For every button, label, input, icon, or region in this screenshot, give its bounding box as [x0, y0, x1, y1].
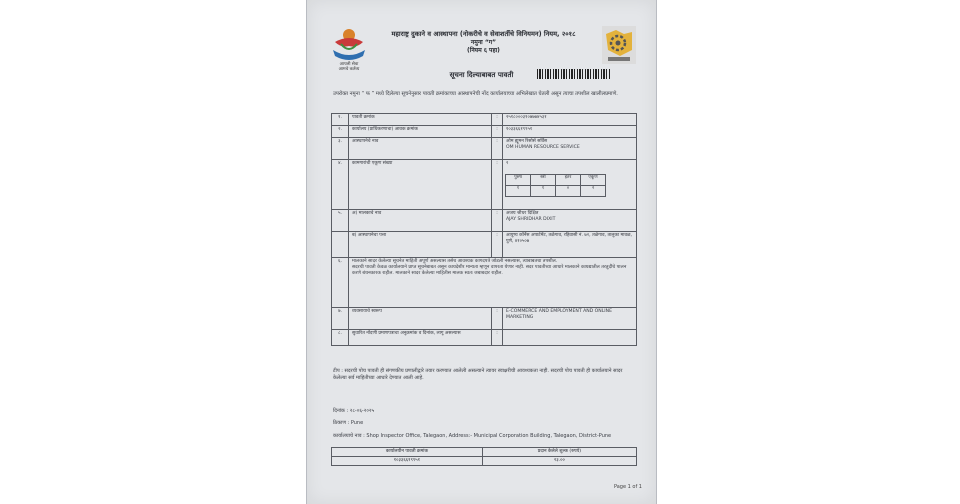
establishment-address: आयुष्य कॉर्नेस अपार्टमेंट, तळेगाव, रहिवासी नं. ७२, तळेगाव, तालुका मावळ, पुणे, ४१०५०७	[503, 232, 637, 258]
row-number: ४.	[332, 160, 349, 210]
table-row	[332, 258, 637, 308]
worker-count: २ पुरुष स्त्री इतर एकूण १ १ ० २	[503, 160, 637, 210]
row-number	[332, 232, 349, 258]
workers-female-header: स्त्री	[531, 175, 556, 186]
table-row: ३. आस्थापनेचे नाव : ओम ह्यूमन रिसोर्स सर्विस OM HUMAN RESOURCE SERVICE	[332, 138, 637, 160]
form-name: नमुना “ग”	[470, 39, 497, 46]
establishment-name: ओम ह्यूमन रिसोर्स सर्विस OM HUMAN RESOURCE SERVICE	[503, 138, 637, 160]
table-row: ४. कामगारांची एकूण संख्या : २ पुरुष स्त्री इतर एकूण १ १ ० २	[332, 160, 637, 210]
receipt-number: २५१८०००३१०७७७४५३१	[503, 114, 637, 126]
fee-receipt-number: १०३३६६१९९५१	[332, 457, 483, 466]
act-title: महाराष्ट्र दुकाने व आस्थापना (नोकरीचे व सेवाशर्तीचे विनियमन) नियम, २०१८	[391, 30, 576, 38]
row-label: ब) आस्थापनेचा पत्ता	[349, 232, 492, 258]
revised-certificate-number	[503, 330, 637, 346]
department-logo	[602, 26, 636, 64]
gear-map-icon	[602, 26, 636, 64]
business-nature: E-COMMERCE AND EMPLOYMENT AND ONLINE MARKETING	[503, 308, 637, 330]
fee-amount: २३.००	[482, 457, 636, 466]
footer-note: टीप : सदरची पोच पावती ही संगणकीय प्रणालीद्वारे तयार करण्यात आलेली असल्याने त्यावर स्वाक्षरीची आवश्यकता नाही. सदरची पोच पावती ही कार्यालयाने सादर केलेल्या सर्व माहितीच्या आधारे देण्यात आली आहे.	[333, 368, 623, 381]
worker-breakdown-table	[505, 174, 606, 197]
row-number: १.	[332, 114, 349, 126]
office-name: कार्यालयाचे नाव : Shop Inspector Office, Talegaon, Address:- Municipal Corporation Building, Talegaon, District-Pune	[333, 433, 612, 439]
owner-name: अजय श्रीधर दिक्षित AJAY SHRIDHAR DIXIT	[503, 210, 637, 232]
row-label: कामगारांची एकूण संख्या	[349, 160, 492, 210]
workers-female-value: १	[531, 186, 556, 197]
fee-header-amount: प्रदान केलेले शुल्क (रुपये)	[482, 448, 636, 457]
office-inward-number: १०३३६६१९९५१	[503, 126, 637, 138]
workers-total-header: एकूण	[581, 175, 606, 186]
row-label: आस्थापनेचे नाव	[349, 138, 492, 160]
table-row: ५. अ) मालकाचे नाव : अजय श्रीधर दिक्षित AJAY SHRIDHAR DIXIT	[332, 210, 637, 232]
incomplete-info-note: मालकाने सादर केलेल्या सूचनेत माहिती अपूर्ण असल्यास तसेच आवश्यक कागदपत्रे जोडली नसल्यास, त्याबाबतचा तपशील. सदरची पावती केवळ कार्यालयाने प्राप्त सूचनेबाबत असून कायदेशीर मान्यता म्हणून वापरता येणार नाही. सदर पावतीच्या आधारे मालकाने कायद्यातील तरतुदींचे पालन करणे बंधनकारक राहील. मालकाने सादर केलेल्या माहितीस मालक स्वतः जबाबदार राहील.	[349, 258, 637, 308]
table-row: ८. सुधारित नोंदणी प्रमाणपत्राचा अनुक्रमांक व दिनांक, लागू असल्यास :	[332, 330, 637, 346]
row-number: ६.	[332, 258, 349, 308]
table-row: ब) आस्थापनेचा पत्ता : आयुष्य कॉर्नेस अपार्टमेंट, तळेगाव, रहिवासी नं. ७२, तळेगाव, तालुका मावळ, पुणे, ४१०५०७	[332, 232, 637, 258]
document-header	[369, 30, 598, 55]
workers-male-header: पुरुष	[506, 175, 531, 186]
row-label: कार्यालय (प्राधिकरणाचा) आवक क्रमांक	[349, 126, 492, 138]
details-table	[331, 113, 637, 346]
row-label: सुधारित नोंदणी प्रमाणपत्राचा अनुक्रमांक व दिनांक, लागू असल्यास	[349, 330, 492, 346]
row-number: ५.	[332, 210, 349, 232]
table-row: १. पावती क्रमांक : २५१८०००३१०७७७४५३१	[332, 114, 637, 126]
barcode	[537, 69, 611, 79]
workers-male-value: १	[506, 186, 531, 197]
issue-place: ठिकाण : Pune	[333, 420, 364, 426]
workers-total-value: २	[581, 186, 606, 197]
row-number: २.	[332, 126, 349, 138]
page-number: Page 1 of 1	[613, 484, 642, 490]
document-title: सूचना दिल्याबाबत पावती	[449, 71, 514, 79]
workers-other-value: ०	[556, 186, 581, 197]
row-number: ७.	[332, 308, 349, 330]
workers-other-header: इतर	[556, 175, 581, 186]
row-number: ८.	[332, 330, 349, 346]
rule-reference: (नियम ६ पहा)	[467, 47, 500, 54]
logo-caption-2: आमचे कर्तव्य	[338, 67, 360, 72]
row-label: अ) मालकाचे नाव	[349, 210, 492, 232]
receipt-document	[306, 0, 657, 504]
logo-caption-1: आपली सेवा	[339, 62, 359, 67]
issue-date: दिनांक : २८-०६-२०२५	[333, 408, 375, 414]
table-row: २. कार्यालय (प्राधिकरणाचा) आवक क्रमांक : १०३३६६१९९५१	[332, 126, 637, 138]
row-label: पावती क्रमांक	[349, 114, 492, 126]
fee-table	[331, 447, 637, 466]
row-label: व्यवसायाचे स्वरूप	[349, 308, 492, 330]
intro-text: उपरोक्त नमुना “ फ ” मध्ये दिलेल्या सूचनेनुसार पावती क्रमांकाच्या आस्थापनेची नोंद कार्यालयाच्या अभिलेखात घेतली असून त्याचा तपशील खालीलप्रमाणे.	[333, 91, 618, 97]
hands-emblem-icon	[329, 26, 369, 62]
fee-header-receipt: कार्यालयीन पावती क्रमांक	[332, 448, 483, 457]
table-row: ७. व्यवसायाचे स्वरूप : E-COMMERCE AND EMPLOYMENT AND ONLINE MARKETING	[332, 308, 637, 330]
row-number: ३.	[332, 138, 349, 160]
